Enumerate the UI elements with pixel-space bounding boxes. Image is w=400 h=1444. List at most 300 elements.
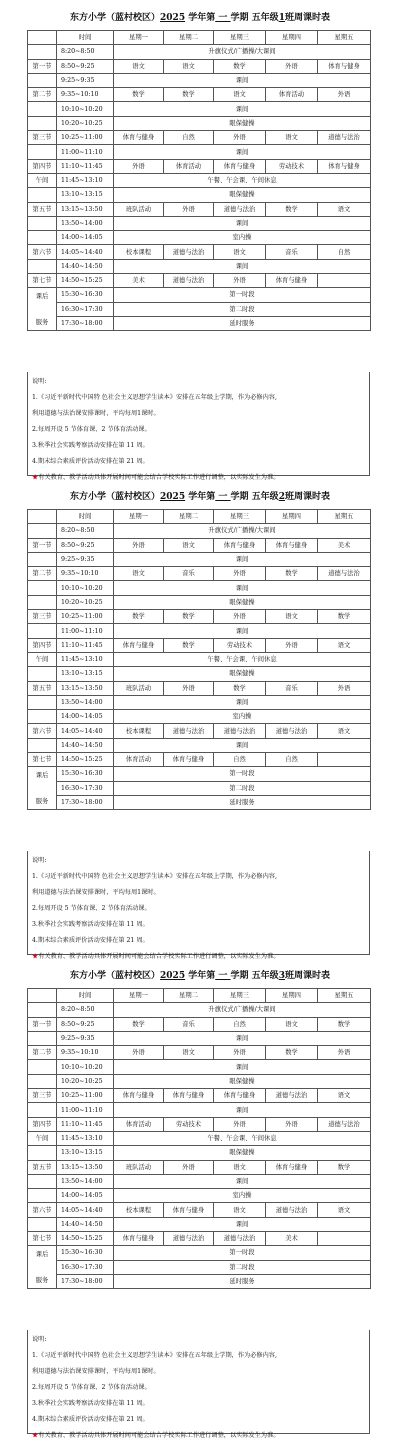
subject-cell: 外语: [214, 131, 266, 145]
period-label: 第一节: [28, 1017, 57, 1031]
note-line: 利用道德与法治课安排课时，平均每周1课时。: [32, 410, 160, 417]
time-cell: 14:50~15:25: [57, 274, 114, 288]
after-school-label: [28, 767, 57, 810]
table-row: [28, 188, 371, 202]
time-cell: 16:30~17:30: [57, 781, 114, 795]
activity-cell: 眼保健操: [114, 595, 371, 609]
subject-cell: 外语: [266, 1117, 318, 1131]
subject-cell: 道德与法治: [318, 131, 371, 145]
header-time: 时间: [57, 31, 114, 45]
table-row: [28, 202, 371, 216]
title-part: 2: [278, 492, 285, 502]
time-cell: 9:25~9:35: [57, 552, 114, 566]
subject-cell: 体育与健身: [318, 59, 371, 73]
time-cell: 10:20~10:25: [57, 595, 114, 609]
subject-cell: 道德与法治: [214, 724, 266, 738]
subject-cell: 外语: [114, 1046, 164, 1060]
activity-cell: 室内操: [114, 710, 371, 724]
subject-cell: 自然: [164, 131, 214, 145]
table-row: [28, 102, 371, 116]
table-row: [28, 753, 371, 767]
time-cell: 10:25~11:00: [57, 1089, 114, 1103]
activity-cell: 第一时段: [114, 288, 371, 302]
subject-cell: 体育与健身: [114, 131, 164, 145]
note-line: 4.期末综合素质评价活动安排在第 21 周。: [32, 1416, 149, 1423]
subject-cell: 语文: [266, 131, 318, 145]
table-row: [28, 695, 371, 709]
period-label: 第二节: [28, 567, 57, 581]
activity-cell: 课间: [114, 216, 371, 230]
period-label: 第二节: [28, 88, 57, 102]
activity-cell: 眼保健操: [114, 1074, 371, 1088]
note-line: 利用道德与法治课安排课时，平均每周1课时。: [32, 1368, 160, 1375]
subject-cell: 美术: [266, 1232, 318, 1246]
table-row: [28, 1203, 371, 1217]
header-time: 时间: [57, 510, 114, 524]
time-cell: 8:20~8:50: [57, 45, 114, 59]
subject-cell: 道德与法治: [214, 1232, 266, 1246]
star-icon: ★: [32, 953, 39, 960]
header-wed: 星期三: [214, 989, 266, 1003]
subject-cell: 体育与健身: [114, 1089, 164, 1103]
subject-cell: 数学: [214, 59, 266, 73]
subject-cell: 外语: [214, 1046, 266, 1060]
header-thu: 星期四: [266, 989, 318, 1003]
table-row: [28, 767, 371, 781]
title-part: 3: [278, 971, 285, 981]
time-cell: 17:30~18:00: [57, 1274, 114, 1288]
note-line: 1.《习近平新时代中国特 色社会主义思想学生读本》安排在五年级上学期，作为必修内容,: [32, 394, 277, 401]
subject-cell: 音乐: [164, 567, 214, 581]
title-part: 2025: [160, 13, 186, 23]
table-row: [28, 1003, 371, 1017]
time-cell: 17:30~18:00: [57, 795, 114, 809]
title-part: 一: [218, 971, 228, 981]
subject-cell: 语文: [214, 1160, 266, 1174]
table-row: [28, 624, 371, 638]
header-wed: 星期三: [214, 510, 266, 524]
notes-box: [27, 851, 370, 960]
table-row: [28, 1174, 371, 1188]
time-cell: 9:25~9:35: [57, 1031, 114, 1045]
table-row: [28, 274, 371, 288]
header-tue: 星期二: [164, 31, 214, 45]
subject-cell: 道德与法治: [266, 724, 318, 738]
activity-cell: 课间: [114, 73, 371, 87]
subject-cell: 数学: [318, 1160, 371, 1174]
activity-cell: 第一时段: [114, 1246, 371, 1260]
table-row: [28, 581, 371, 595]
title-part: 一: [218, 13, 228, 23]
period-label: 第七节: [28, 1232, 57, 1246]
time-cell: 10:20~10:25: [57, 1074, 114, 1088]
time-cell: 14:05~14:40: [57, 1203, 114, 1217]
subject-cell: 道德与法治: [266, 1089, 318, 1103]
time-cell: 10:20~10:25: [57, 116, 114, 130]
timetable-title: [0, 8, 400, 28]
subject-cell: 语文: [266, 610, 318, 624]
activity-cell: 室内操: [114, 231, 371, 245]
subject-cell: 音乐: [266, 245, 318, 259]
table-row: [28, 1160, 371, 1174]
after-school-label-2: 服务: [35, 1276, 49, 1284]
notes-heading: 说明:: [32, 1336, 47, 1343]
time-cell: 11:00~11:10: [57, 145, 114, 159]
note-line: 1.《习近平新时代中国特 色社会主义思想学生读本》安排在五年级上学期，作为必修内容,: [32, 873, 277, 880]
header-row: [28, 510, 371, 524]
period-label: 第六节: [28, 245, 57, 259]
table-row: [28, 1131, 371, 1145]
time-cell: 14:00~14:05: [57, 1189, 114, 1203]
subject-cell: 体育与健身: [164, 753, 214, 767]
subject-cell: 体育与健身: [114, 1232, 164, 1246]
time-cell: 9:25~9:35: [57, 73, 114, 87]
period-label: 午间: [28, 173, 57, 187]
after-school-label-2: 服务: [35, 797, 49, 805]
table-row: [28, 1060, 371, 1074]
subject-cell: 数学: [214, 681, 266, 695]
time-cell: 9:35~10:10: [57, 88, 114, 102]
table-row: [28, 173, 371, 187]
header-wed: 星期三: [214, 31, 266, 45]
subject-cell: 语文: [214, 1203, 266, 1217]
table-row: [28, 59, 371, 73]
activity-cell: 第二时段: [114, 1260, 371, 1274]
timetable: [27, 509, 371, 810]
note-line: 2.每周开设 5 节体育课、2 节体育活动课。: [32, 905, 151, 912]
table-row: [28, 159, 371, 173]
table-row: [28, 1031, 371, 1045]
time-cell: 10:25~11:00: [57, 610, 114, 624]
subject-cell: 道德与法治: [164, 724, 214, 738]
subject-cell: 体育与健身: [266, 1160, 318, 1174]
activity-cell: 课间: [114, 624, 371, 638]
time-cell: 8:20~8:50: [57, 1003, 114, 1017]
subject-cell: 班队活动: [114, 202, 164, 216]
table-row: [28, 259, 371, 273]
notes-heading: 说明:: [32, 378, 47, 385]
time-cell: 13:50~14:00: [57, 216, 114, 230]
subject-cell: 自然: [214, 1017, 266, 1031]
table-row: [28, 1274, 371, 1288]
table-row: [28, 245, 371, 259]
activity-cell: 课间: [114, 695, 371, 709]
table-row: [28, 552, 371, 566]
title-part: 班周课时表: [284, 13, 330, 23]
activity-cell: 室内操: [114, 1189, 371, 1203]
subject-cell: 劳动技术: [164, 1117, 214, 1131]
subject-cell: 自然: [318, 245, 371, 259]
subject-cell: 语文: [318, 1089, 371, 1103]
activity-cell: 眼保健操: [114, 116, 371, 130]
subject-cell: 外语: [164, 681, 214, 695]
subject-cell: 道德与法治: [164, 1232, 214, 1246]
time-cell: 11:00~11:10: [57, 624, 114, 638]
period-label: 第三节: [28, 610, 57, 624]
note-line: 2.每周开设 5 节体育课、2 节体育活动课。: [32, 426, 151, 433]
table-row: [28, 724, 371, 738]
header-row: [28, 31, 371, 45]
time-cell: 11:10~11:45: [57, 638, 114, 652]
subject-cell: 外语: [318, 681, 371, 695]
period-label: 第六节: [28, 724, 57, 738]
activity-cell: 课间: [114, 145, 371, 159]
subject-cell: 语文: [164, 59, 214, 73]
header-fri: 星期五: [318, 510, 371, 524]
after-school-label-1: 课后: [35, 292, 49, 300]
time-cell: 10:10~10:20: [57, 1060, 114, 1074]
note-line: 4.期末综合素质评价活动安排在第 21 周。: [32, 937, 149, 944]
time-cell: 13:15~13:50: [57, 681, 114, 695]
time-cell: 11:45~13:10: [57, 652, 114, 666]
title-part: 学期 五年级: [230, 971, 279, 981]
table-row: [28, 88, 371, 102]
activity-cell: 课间: [114, 1217, 371, 1231]
subject-cell: 体育活动: [114, 753, 164, 767]
subject-cell: 外语: [318, 88, 371, 102]
table-row: [28, 73, 371, 87]
time-cell: 14:40~14:50: [57, 738, 114, 752]
subject-cell: 体育与健身: [214, 538, 266, 552]
star-icon: ★: [32, 474, 39, 481]
time-cell: 10:25~11:00: [57, 131, 114, 145]
title-part: 2025: [160, 971, 186, 981]
subject-cell: 校本课程: [114, 1203, 164, 1217]
time-cell: 13:15~13:50: [57, 202, 114, 216]
table-row: [28, 667, 371, 681]
activity-cell: 眼保健操: [114, 188, 371, 202]
activity-cell: 延时服务: [114, 795, 371, 809]
subject-cell: 体育与健身: [214, 159, 266, 173]
table-row: [28, 710, 371, 724]
time-cell: 13:10~13:15: [57, 667, 114, 681]
time-cell: 9:35~10:10: [57, 1046, 114, 1060]
subject-cell: 体育活动: [266, 88, 318, 102]
table-row: [28, 316, 371, 330]
activity-cell: 课间: [114, 1174, 371, 1188]
period-label: 第六节: [28, 1203, 57, 1217]
subject-cell: 语文: [164, 1046, 214, 1060]
subject-cell: 体育与健身: [164, 1203, 214, 1217]
time-cell: 13:10~13:15: [57, 1146, 114, 1160]
table-row: [28, 231, 371, 245]
subject-cell: 语文: [318, 724, 371, 738]
note-text: 有关教育、教学活动具体开展时间可能会结合学校实际工作进行调整，以实际发生为准。: [38, 474, 280, 481]
table-row: [28, 145, 371, 159]
table-row: [28, 1117, 371, 1131]
title-part: 班周课时表: [284, 971, 330, 981]
note-line: 2.每周开设 5 节体育课、2 节体育活动课。: [32, 1384, 151, 1391]
activity-cell: 升旗仪式/广播操/大课间: [114, 1003, 371, 1017]
time-cell: 15:30~16:30: [57, 1246, 114, 1260]
period-label: 第七节: [28, 753, 57, 767]
subject-cell: 音乐: [164, 1017, 214, 1031]
time-cell: 8:50~9:25: [57, 538, 114, 552]
time-cell: 8:50~9:25: [57, 1017, 114, 1031]
notes-heading: 说明:: [32, 857, 47, 864]
subject-cell: 外语: [214, 567, 266, 581]
subject-cell: 数学: [318, 1017, 371, 1031]
table-row: [28, 1232, 371, 1246]
time-cell: 10:10~10:20: [57, 102, 114, 116]
title-part: 学年第: [188, 13, 216, 23]
table-row: [28, 45, 371, 59]
table-row: [28, 1089, 371, 1103]
header-thu: 星期四: [266, 510, 318, 524]
header-time: 时间: [57, 989, 114, 1003]
subject-cell: 音乐: [266, 681, 318, 695]
activity-cell: 升旗仪式/广播操/大课间: [114, 524, 371, 538]
time-cell: 8:50~9:25: [57, 59, 114, 73]
activity-cell: 课间: [114, 581, 371, 595]
period-label: 第四节: [28, 1117, 57, 1131]
notes-box: [27, 1330, 370, 1439]
time-cell: 14:05~14:40: [57, 245, 114, 259]
table-row: [28, 116, 371, 130]
subject-cell: 劳动技术: [214, 638, 266, 652]
note-text: 有关教育、教学活动具体开展时间可能会结合学校实际工作进行调整，以实际发生为准。: [38, 953, 280, 960]
note-line: [32, 470, 365, 486]
time-cell: 13:15~13:50: [57, 1160, 114, 1174]
title-part: 2025: [160, 492, 186, 502]
subject-cell: 语文: [266, 1017, 318, 1031]
time-cell: 11:45~13:10: [57, 1131, 114, 1145]
period-label: 第五节: [28, 1160, 57, 1174]
subject-cell: 语文: [318, 1203, 371, 1217]
subject-cell: 道德与法治: [318, 567, 371, 581]
subject-cell: 数学: [114, 1017, 164, 1031]
table-row: [28, 302, 371, 316]
title-part: 东方小学（蓝村校区）: [70, 971, 161, 981]
table-row: [28, 1074, 371, 1088]
table-row: [28, 795, 371, 809]
time-cell: 14:05~14:40: [57, 724, 114, 738]
subject-cell: 语文: [214, 88, 266, 102]
period-label: 第五节: [28, 681, 57, 695]
activity-cell: 延时服务: [114, 316, 371, 330]
subject-cell: 外语: [214, 274, 266, 288]
period-label: 午间: [28, 1131, 57, 1145]
subject-cell: 体育与健身: [266, 538, 318, 552]
header-row: [28, 989, 371, 1003]
subject-cell: [318, 1232, 371, 1246]
header-mon: 星期一: [114, 510, 164, 524]
time-cell: 14:50~15:25: [57, 753, 114, 767]
activity-cell: 课间: [114, 102, 371, 116]
time-cell: 14:00~14:05: [57, 710, 114, 724]
period-label: 第七节: [28, 274, 57, 288]
title-part: 学年第: [188, 971, 216, 981]
subject-cell: 道德与法治: [318, 1117, 371, 1131]
note-line: 4.期末综合素质评价活动安排在第 21 周。: [32, 458, 149, 465]
title-part: 学期 五年级: [230, 13, 279, 23]
table-row: [28, 216, 371, 230]
time-cell: 11:10~11:45: [57, 159, 114, 173]
activity-cell: 升旗仪式/广播操/大课间: [114, 45, 371, 59]
title-part: 班周课时表: [284, 492, 330, 502]
subject-cell: 语文: [318, 638, 371, 652]
subject-cell: 校本课程: [114, 245, 164, 259]
note-line: 3.秋季社会实践考察活动安排在第 11 周。: [32, 921, 149, 928]
period-label: 第四节: [28, 159, 57, 173]
table-row: [28, 288, 371, 302]
timetable-title: [0, 487, 400, 507]
after-school-label-1: 课后: [35, 1250, 49, 1258]
time-cell: 9:35~10:10: [57, 567, 114, 581]
header-mon: 星期一: [114, 989, 164, 1003]
subject-cell: 道德与法治: [164, 245, 214, 259]
table-row: [28, 1046, 371, 1060]
activity-cell: 课间: [114, 1103, 371, 1117]
activity-cell: 眼保健操: [114, 667, 371, 681]
title-part: 东方小学（蓝村校区）: [70, 492, 161, 502]
table-row: [28, 1246, 371, 1260]
subject-cell: [318, 753, 371, 767]
note-line: 利用道德与法治课安排课时，平均每周1课时。: [32, 889, 160, 896]
time-cell: 14:00~14:05: [57, 231, 114, 245]
period-label: 第二节: [28, 1046, 57, 1060]
table-row: [28, 652, 371, 666]
subject-cell: 外语: [164, 1160, 214, 1174]
header-tue: 星期二: [164, 989, 214, 1003]
table-row: [28, 1217, 371, 1231]
time-cell: 13:50~14:00: [57, 695, 114, 709]
table-row: [28, 538, 371, 552]
subject-cell: 体育活动: [164, 159, 214, 173]
header-thu: 星期四: [266, 31, 318, 45]
subject-cell: 数学: [164, 88, 214, 102]
table-row: [28, 1260, 371, 1274]
note-line: [32, 949, 365, 965]
subject-cell: 体育与健身: [114, 638, 164, 652]
subject-cell: 数学: [114, 610, 164, 624]
notes-box: [27, 372, 370, 481]
time-cell: 14:40~14:50: [57, 259, 114, 273]
subject-cell: 自然: [214, 753, 266, 767]
title-part: 一: [218, 492, 228, 502]
subject-cell: 体育活动: [114, 1117, 164, 1131]
title-part: 学期 五年级: [230, 492, 279, 502]
period-label: 第五节: [28, 202, 57, 216]
time-cell: 16:30~17:30: [57, 1260, 114, 1274]
subject-cell: 外语: [164, 202, 214, 216]
after-school-label-1: 课后: [35, 771, 49, 779]
subject-cell: 数学: [266, 1046, 318, 1060]
time-cell: 13:50~14:00: [57, 1174, 114, 1188]
subject-cell: 班队活动: [114, 681, 164, 695]
table-row: [28, 681, 371, 695]
period-label: 午间: [28, 652, 57, 666]
activity-cell: 眼保健操: [114, 1146, 371, 1160]
note-line: 1.《习近平新时代中国特 色社会主义思想学生读本》安排在五年级上学期，作为必修内容,: [32, 1352, 277, 1359]
subject-cell: 外语: [114, 538, 164, 552]
time-cell: 11:45~13:10: [57, 173, 114, 187]
time-cell: 13:10~13:15: [57, 188, 114, 202]
title-part: 东方小学（蓝村校区）: [70, 13, 161, 23]
table-row: [28, 1103, 371, 1117]
table-row: [28, 738, 371, 752]
title-part: 学年第: [188, 492, 216, 502]
period-label: 第四节: [28, 638, 57, 652]
time-cell: 11:10~11:45: [57, 1117, 114, 1131]
subject-cell: 体育与健身: [214, 1089, 266, 1103]
subject-cell: 外语: [214, 1117, 266, 1131]
subject-cell: 语文: [164, 538, 214, 552]
activity-cell: 延时服务: [114, 1274, 371, 1288]
activity-cell: 课间: [114, 738, 371, 752]
subject-cell: 语文: [318, 202, 371, 216]
time-cell: 14:40~14:50: [57, 1217, 114, 1231]
